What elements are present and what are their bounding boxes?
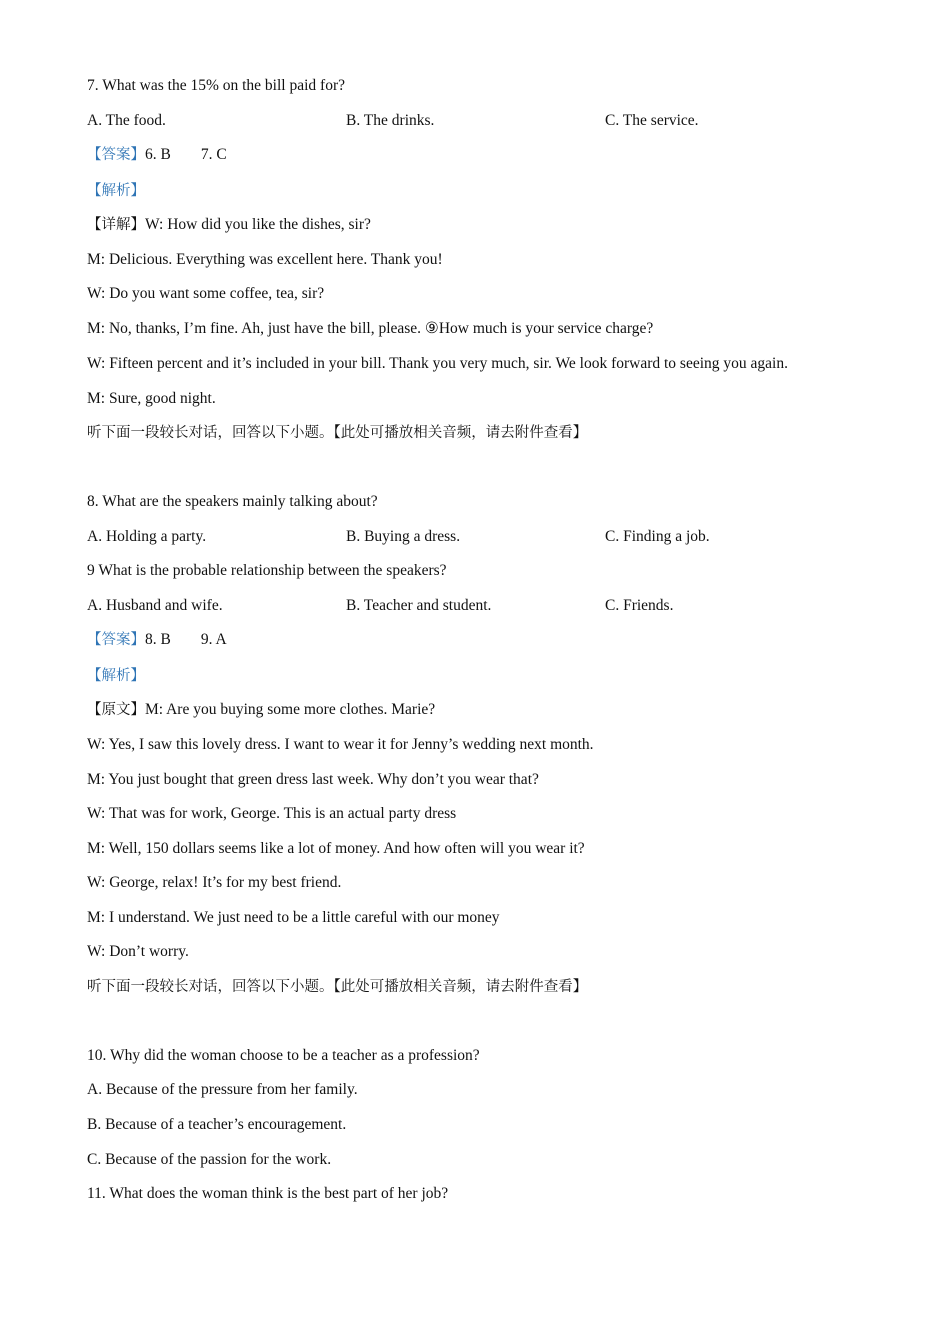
- q9-option-a: A. Husband and wife.: [87, 597, 223, 614]
- dialogue-line: M: Delicious. Everything was excellent here. Thank you!: [87, 251, 443, 268]
- transcript-line-1: [87, 700, 435, 720]
- answer-value-8: 8. B: [145, 631, 171, 648]
- answer-value-9: 9. A: [200, 631, 227, 648]
- dialogue-line: W: How did you like the dishes, sir?: [145, 216, 371, 233]
- answer-tag: 【答案】: [87, 632, 145, 648]
- answer-value-6: 6. B: [145, 146, 171, 163]
- q7-option-c: C. The service.: [605, 112, 699, 129]
- dialogue-line: M: Well, 150 dollars seems like a lot of money. And how often will you wear it?: [87, 840, 585, 857]
- dialogue-line: W: That was for work, George. This is an actual party dress: [87, 805, 457, 822]
- dialogue-line: W: Do you want some coffee, tea, sir?: [87, 285, 325, 302]
- q10-option-a: A. Because of the pressure from her family.: [87, 1081, 358, 1098]
- q8-option-c: C. Finding a job.: [605, 528, 710, 545]
- analysis-tag: 【解析】: [87, 668, 145, 684]
- dialogue-line: M: I understand. We just need to be a little careful with our money: [87, 909, 500, 926]
- dialogue-line: M: You just bought that green dress last week. Why don’t you wear that?: [87, 771, 539, 788]
- question-9: 9 What is the probable relationship between the speakers?: [87, 562, 447, 579]
- answer-line-2: [87, 630, 227, 650]
- q7-option-b: B. The drinks.: [346, 112, 435, 129]
- q10-option-c: C. Because of the passion for the work.: [87, 1151, 332, 1168]
- question-11: 11. What does the woman think is the best part of her job?: [87, 1185, 449, 1202]
- detail-tag: 【详解】: [87, 217, 145, 233]
- question-10: 10. Why did the woman choose to be a teacher as a profession?: [87, 1047, 480, 1064]
- q8-option-b: B. Buying a dress.: [346, 528, 461, 545]
- answer-value-7: 7. C: [200, 146, 227, 163]
- question-8: 8. What are the speakers mainly talking about?: [87, 493, 378, 510]
- q9-option-c: C. Friends.: [605, 597, 674, 614]
- answer-tag: 【答案】: [87, 147, 145, 163]
- dialogue-line: W: Yes, I saw this lovely dress. I want to wear it for Jenny’s wedding next month.: [87, 736, 594, 753]
- dialogue-line: M: No, thanks, I’m fine. Ah, just have the bill, please. ⑨How much is your service charge?: [87, 320, 654, 337]
- dialogue-line: M: Sure, good night.: [87, 390, 216, 407]
- dialogue-line: W: George, relax! It’s for my best friend.: [87, 874, 342, 891]
- dialogue-line: W: Fifteen percent and it’s included in your bill. Thank you very much, sir. We look forward to seeing you again.: [87, 355, 788, 372]
- listening-instruction: 听下面一段较长对话，回答以下小题。【此处可播放相关音频，请去附件查看】: [87, 979, 588, 995]
- q10-option-b: B. Because of a teacher’s encouragement.: [87, 1116, 347, 1133]
- question-7: 7. What was the 15% on the bill paid for?: [87, 77, 345, 94]
- listening-instruction: 听下面一段较长对话，回答以下小题。【此处可播放相关音频，请去附件查看】: [87, 425, 588, 441]
- dialogue-line: M: Are you buying some more clothes. Marie?: [145, 701, 436, 718]
- q8-option-a: A. Holding a party.: [87, 528, 207, 545]
- q9-option-b: B. Teacher and student.: [346, 597, 492, 614]
- answer-line-1: [87, 145, 227, 165]
- dialogue-line: W: Don’t worry.: [87, 943, 189, 960]
- transcript-tag: 【原文】: [87, 702, 145, 718]
- detail-line-1: [87, 215, 371, 235]
- q7-option-a: A. The food.: [87, 112, 166, 129]
- analysis-tag: 【解析】: [87, 183, 145, 199]
